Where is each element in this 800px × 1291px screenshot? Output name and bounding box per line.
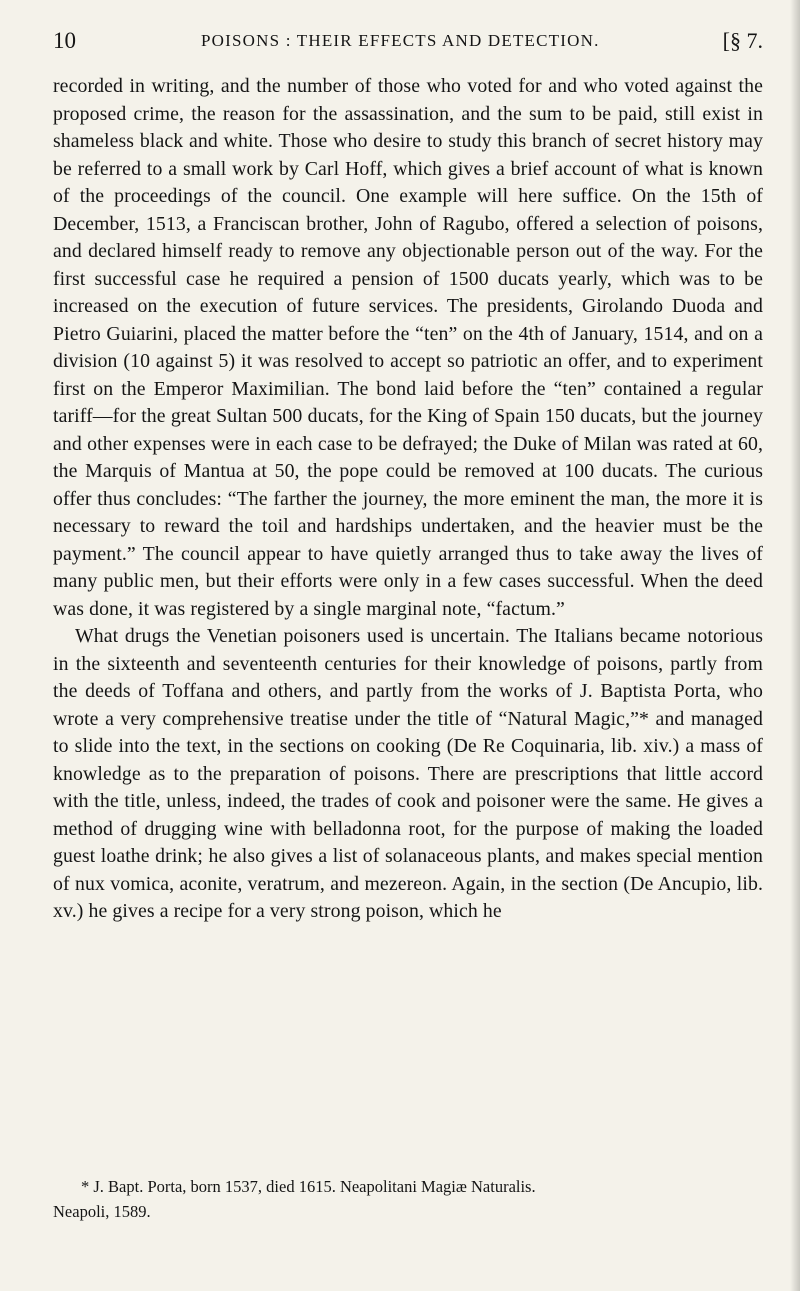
footnote-line-1: * J. Bapt. Porta, born 1537, died 1615. Neapolitani Magiæ Naturalis.: [81, 1177, 536, 1196]
footnote: [53, 1174, 763, 1224]
running-head: [53, 28, 773, 58]
running-title: POISONS : THEIR EFFECTS AND DETECTION.: [201, 31, 600, 50]
body-paragraph-1: recorded in writing, and the number of those who voted for and who voted against the proposed crime, the reason for the assassination, and the sum to be paid, still exist in shameless black and white. Those who desire to study this branch of secret history may be referred to a small work by Carl Hoff, which gives a brief account of what is known of the proceedings of the council. One example will here suffice. On the 15th of December, 1513, a Franciscan brother, John of Ragubo, offered a selection of poisons, and declared himself ready to remove any objectionable person out of the way. For the first successful case he required a pension of 1500 ducats yearly, which was to be increased on the execution of future services. The presidents, Girolando Duoda and Pietro Guiarini, placed the matter before the “ten” on the 4th of January, 1514, and on a division (10 against 5) it was resolved to accept so patriotic an offer, and to experiment first on the Emperor Maximilian. The bond laid before the “ten” contained a regular tariff—for the great Sultan 500 ducats, for the King of Spain 150 ducats, but the journey and other expenses were in each case to be defrayed; the Duke of Milan was rated at 60, the Marquis of Mantua at 50, the pope could be removed at 100 ducats. The curious offer thus concludes: “The farther the journey, the more eminent the man, the more it is necessary to reward the toil and hardships undertaken, and the heavier must be the payment.” The council appear to have quietly arranged thus to take away the lives of many public men, but their efforts were only in a few cases successful. When the deed was done, it was registered by a single marginal note, “factum.”: [53, 75, 763, 620]
page-number: 10: [53, 28, 76, 53]
footnote-line-2: Neapoli, 1589.: [53, 1202, 151, 1221]
body-text: [53, 73, 763, 926]
page-edge-shadow: [790, 0, 800, 1291]
section-marker: [§ 7.: [722, 28, 763, 53]
body-paragraph-2: What drugs the Venetian poisoners used is uncertain. The Italians became notorious in the sixteenth and seventeenth centuries for their knowledge of poisons, partly from the deeds of Toffana and others, and partly from the works of J. Baptista Porta, who wrote a very comprehensive treatise under the title of “Natural Magic,”* and managed to slide into the text, in the sections on cooking (De Re Coquinaria, lib. xiv.) a mass of knowledge as to the preparation of poisons. There are prescriptions that little accord with the title, unless, indeed, the trades of cook and poisoner were the same. He gives a method of drugging wine with belladonna root, for the purpose of making the loaded guest loathe drink; he also gives a list of solanaceous plants, and makes special mention of nux vomica, aconite, veratrum, and mezereon. Again, in the section (De Ancupio, lib. xv.) he gives a recipe for a very strong poison, which he: [53, 625, 763, 922]
